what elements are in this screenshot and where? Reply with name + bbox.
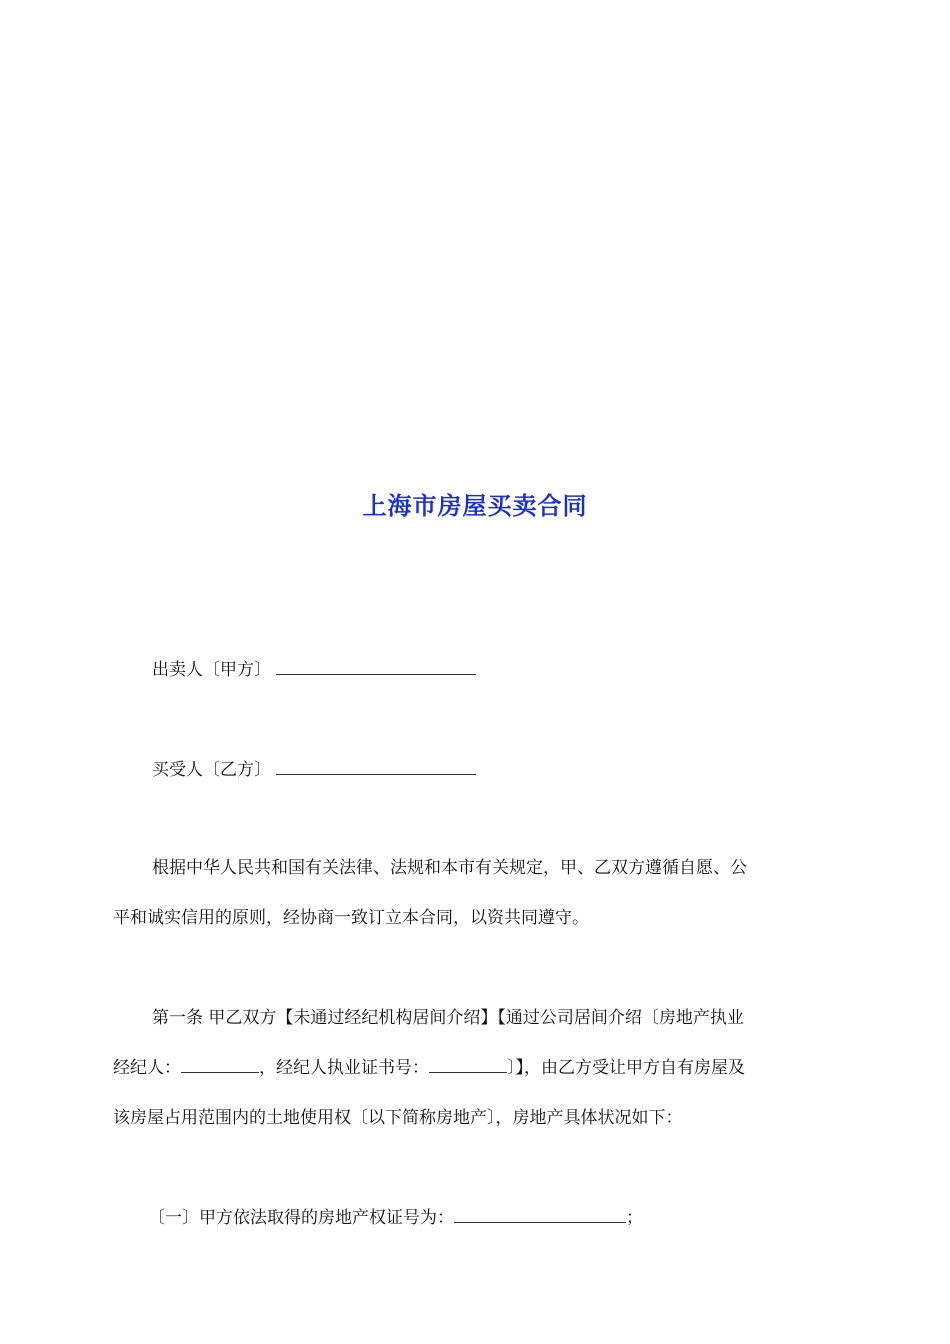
article1-line-2-end: 〕】，由乙方受让甲方自有房屋及 [507,1058,745,1078]
preamble-line-2: 平和诚实信用的原则，经协商一致订立本合同，以资共同遵守。 [113,908,589,928]
document-title: 上海市房屋买卖合同 [362,491,588,520]
preamble-line-1: 根据中华人民共和国有关法律、法规和本市有关规定，甲、乙双方遵循自愿、公 [152,858,747,878]
clause1-end: ； [626,1208,643,1228]
seller-line [152,658,476,682]
certificate-number-blank [454,1206,626,1223]
agent-blank [181,1056,259,1073]
agent-label: 经纪人： [113,1058,181,1078]
cert-label: ，经纪人执业证书号： [259,1058,429,1078]
article1-line-3: 该房屋占用范围内的土地使用权〔以下简称房地产〕，房地产具体状况如下： [113,1108,683,1128]
buyer-blank [276,758,476,775]
clause1-line [148,1206,643,1230]
seller-blank [276,658,476,675]
cert-blank [429,1056,507,1073]
clause1-text: 〔一〕甲方依法取得的房地产权证号为： [148,1208,454,1228]
seller-label: 出卖人〔甲方〕 [152,660,271,680]
buyer-line [152,758,476,782]
buyer-label: 买受人〔乙方〕 [152,760,271,780]
article1-line-2 [113,1056,745,1080]
article1-line-1: 第一条 甲乙双方【未通过经纪机构居间介绍】【通过公司居间介绍〔房地产执业 [152,1008,744,1028]
